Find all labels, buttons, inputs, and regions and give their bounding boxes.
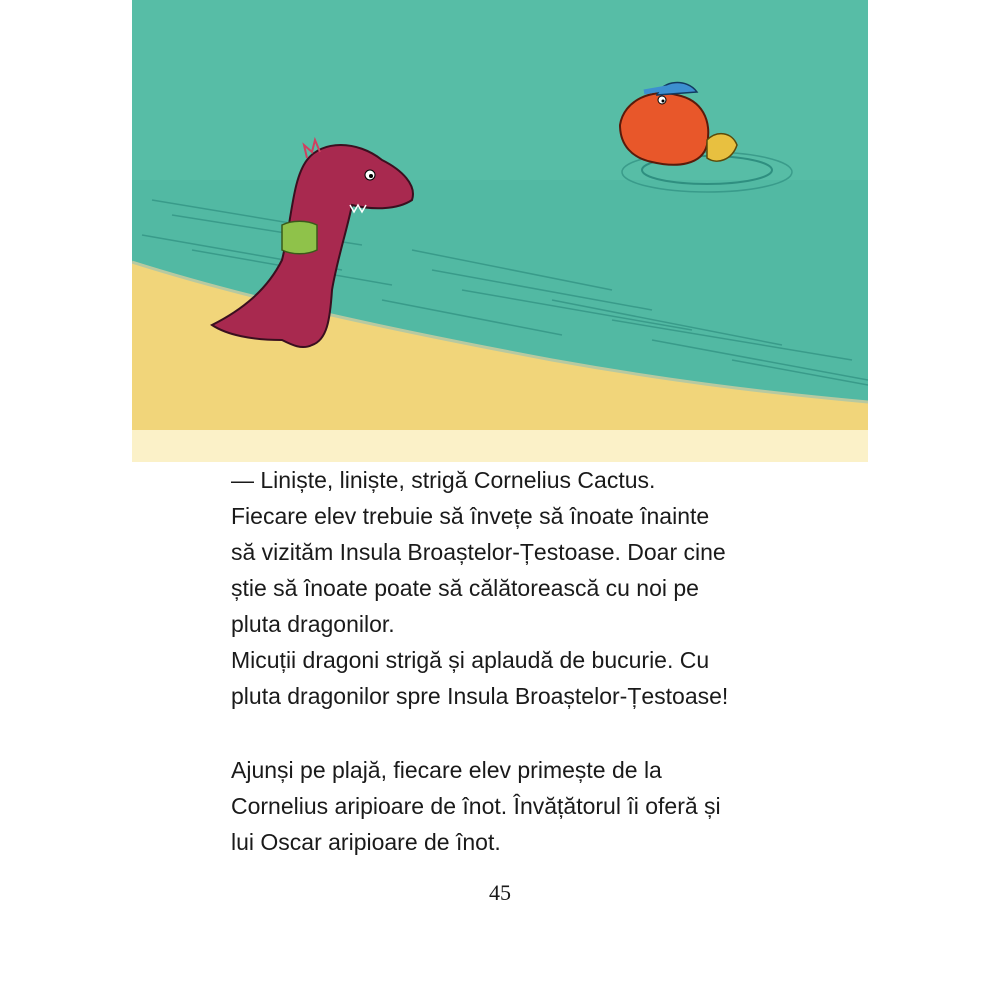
- paragraph-beach: [231, 752, 791, 860]
- text-line: pluta dragonilor spre Insula Broaștelor-Țestoase!: [231, 683, 729, 709]
- beach-illustration: [132, 0, 868, 462]
- text-line: știe să înoate poate să călătorească cu noi pe: [231, 575, 699, 601]
- story-text: [231, 462, 791, 860]
- text-line: Ajunși pe plajă, fiecare elev primește de la: [231, 757, 662, 783]
- text-line: pluta dragonilor.: [231, 611, 395, 637]
- text-line: — Liniște, liniște, strigă Cornelius Cactus.: [231, 467, 656, 493]
- page-number: 45: [489, 880, 511, 905]
- text-line: Micuții dragoni strigă și aplaudă de bucurie. Cu: [231, 647, 710, 673]
- text-line: lui Oscar aripioare de înot.: [231, 829, 501, 855]
- text-line: Fiecare elev trebuie să învețe să înoate înainte: [231, 503, 710, 529]
- paragraph-dialogue: [231, 462, 791, 642]
- paragraph-cheer: [231, 642, 791, 714]
- text-line: să vizităm Insula Broaștelor-Țestoase. Doar cine: [231, 539, 726, 565]
- text-line: Cornelius aripioare de înot. Învățătorul îi oferă și: [231, 793, 721, 819]
